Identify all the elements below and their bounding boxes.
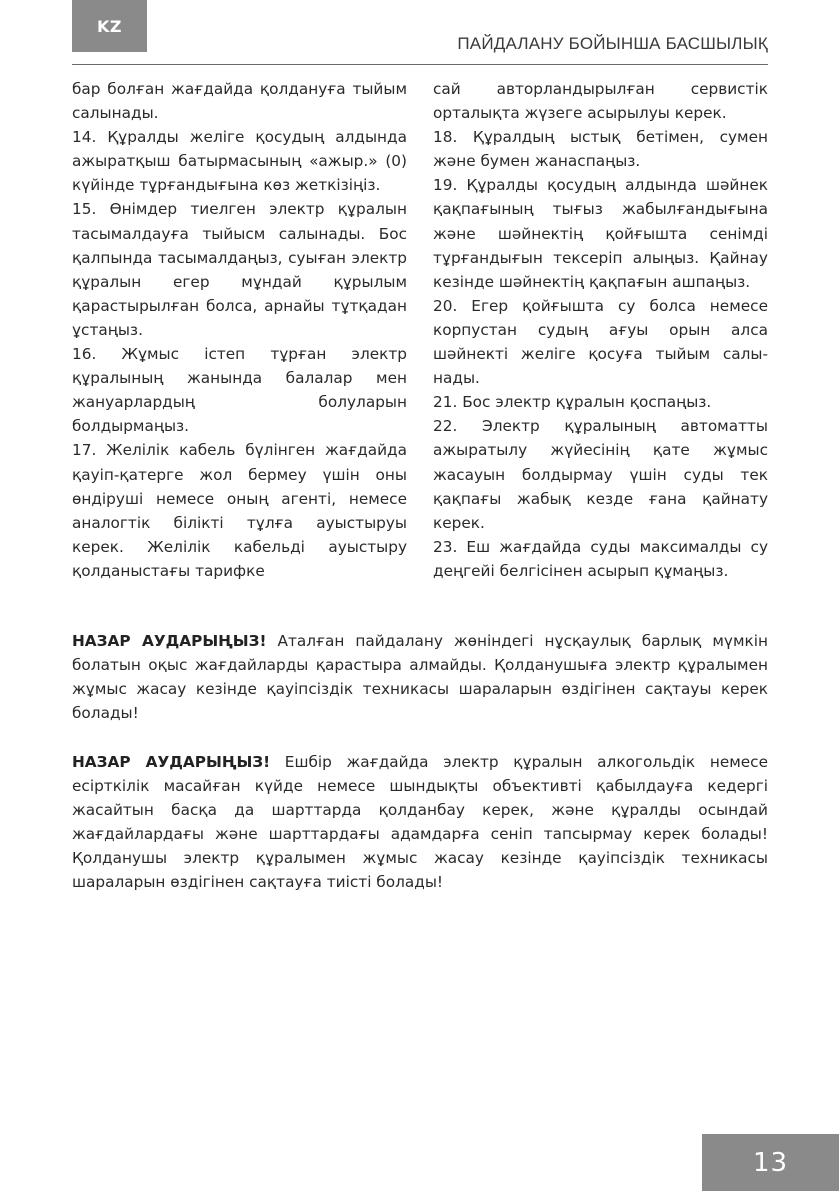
header-divider [72,64,768,65]
paragraph: 15. Өнімдер тиелген электр құралын тасымалдауға тыйысм салынады. Бос қалпында тасымалдаңыз, суыған электр құралын егер мұндай құрылым қарастырылған болса, арнайы тұтқадан ұстаңыз. [72,200,407,339]
paragraph: 18. Құралдың ыстық бетімен, сумен және бумен жанаспаңыз. [433,128,768,171]
paragraph: 19. Құралды қосудың алдында шәйнек қақпағының тығыз жабылғандығына және шәйнектің қойғышта сенімді тұрғандығын тексеріп алыңыз. Қайнау кезінде шәйнектің қақпағын ашпаңыз. [433,176,768,291]
language-tab: KZ [72,0,147,52]
warning-text: Ешбір жағдайда электр құралын алкогольдік немесе есірткілік масайған күйде немесе шындықты объективті қабылдауға кедергі жасайтын басқа да шарттарда қолданбау керек, және құралды осындай жағдайлардағы және шарттардағы адамдарға сеніп тапсырмау керек болады! Қолданушы электр құралымен жұмыс жасау кезінде қауіпсіздік техникасы шараларын өздігінен сақтауға тиісті болады! [72,753,769,892]
paragraph: 21. Бос электр құралын қоспаңыз. [433,393,712,412]
warning-text: Аталған пайдалану жөніндегі нұсқаулық барлық мүмкін болатын оқыс жағдайларды қарастыра алмайды. Қолданушыға электр құралымен жұмыс жасау кезінде қауіпсіздік техникасы шараларын өздігінен сақтауы керек болады! [72,632,769,723]
left-column [72,77,407,583]
document-title: ПАЙДАЛАНУ БОЙЫНША БАСШЫЛЫҚ [457,34,768,53]
warning-notice [72,750,768,895]
paragraph: 22. Электр құралының автоматты ажыратылу жүйесінің қате жұмыс жасауын болдырмау үшін суды тек қақпағы жабық кезде ғана қайнату керек. [433,417,768,532]
paragraph: 17. Желілік кабель бүлінген жағдайда қауіп-қатерге жол бермеу үшін оны өндіруші немесе оның агенті, немесе аналогтік білікті тұлға ауыстыруы керек. Желілік кабельді ауыстыру қолданыстағы тарифке [72,441,407,580]
paragraph: бар болған жағдайда қолдануға тыйым салынады. [72,80,407,123]
warning-heading: НАЗАР АУДАРЫҢЫЗ! [72,632,267,650]
paragraph: сай авторландырылған сервистік орталықта жүзеге асырылуы керек. [433,80,768,123]
warning-notice [72,629,768,725]
warning-heading: НАЗАР АУДАРЫҢЫЗ! [72,753,271,771]
paragraph: 16. Жұмыс істеп тұрған электр құралының жанында балалар мен жануарлардың болуларын болдырмаңыз. [72,345,407,436]
paragraph: 20. Егер қойғышта су болса немесе корпустан судың ағуы орын алса шәйнекті желіге қосуға тыйым салынады. [433,296,768,388]
page-number: 13 [702,1134,839,1191]
right-column [433,77,768,583]
paragraph: 23. Еш жағдайда суды максималды су деңгейі белгісінен асырып құмаңыз. [433,537,768,580]
two-column-body [72,77,768,583]
paragraph: 14. Құралды желіге қосудың алдында ажыратқыш батырмасының «ажыр.» (0) күйінде тұрғандығына көз жеткізіңіз. [72,128,407,195]
